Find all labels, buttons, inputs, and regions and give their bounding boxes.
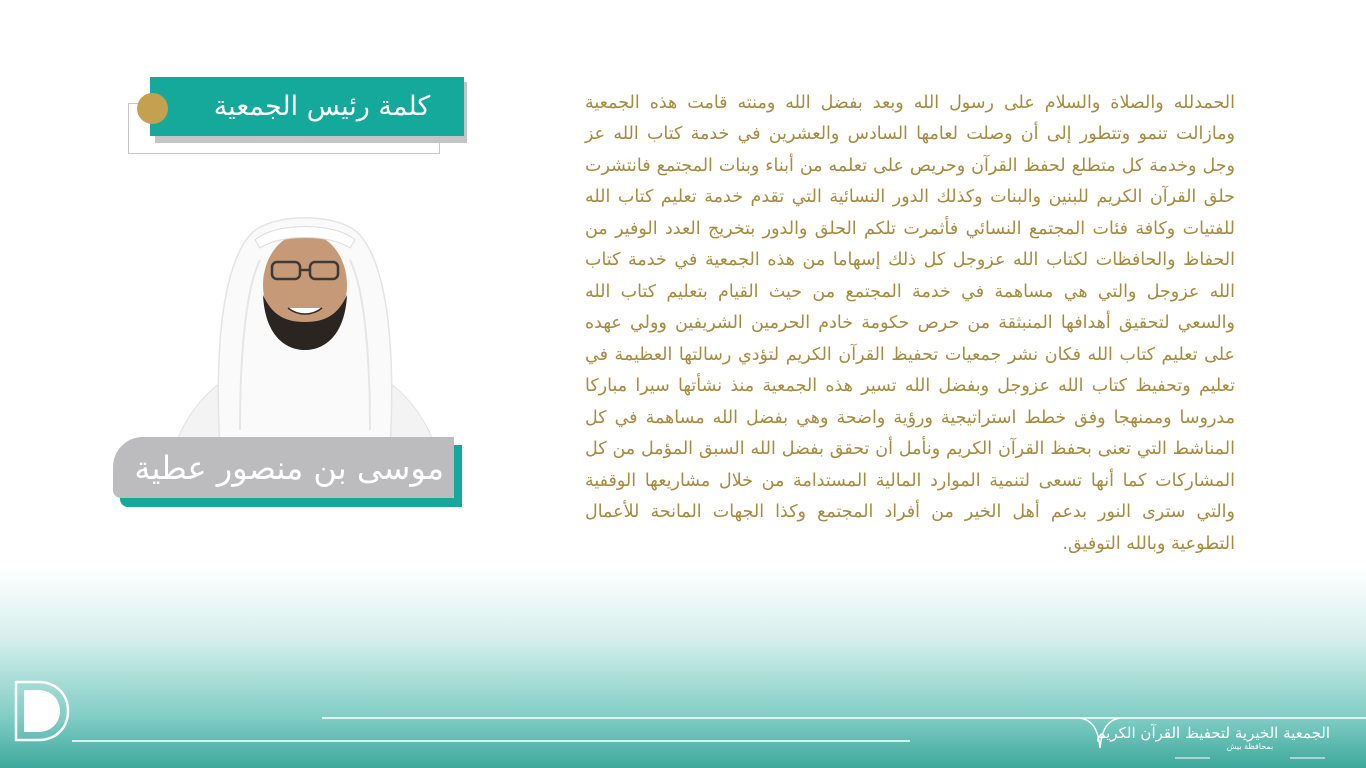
letter-d-logo-icon [16, 682, 68, 740]
organization-logo [1096, 724, 1330, 752]
organization-location: بمحافظة بيش [1226, 742, 1274, 751]
name-badge [113, 437, 454, 498]
bottom-decoration [0, 670, 1366, 768]
chairman-portrait [160, 200, 450, 460]
organization-name: الجمعية الخيرية لتحفيظ القرآن الكريم [1096, 724, 1330, 742]
section-title-badge [150, 77, 464, 136]
gold-dot-icon [137, 93, 168, 124]
chairman-speech-text: الحمدلله والصلاة والسلام على رسول الله وبعد بفضل الله ومنته قامت هذه الجمعية ومازالت تنمو وتتطور إلى أن وصلت لعامها السادس والعشرين في خدمة كتاب الله عز وجل وخدمة كل متطلع لحفظ القرآن وحريص على تعلمه من أبناء وبنات المجتمع فانتشرت حلق القرآن الكريم للبنين والبنات وكذلك الدور النسائية التي تقدم خدمة تعليم كتاب الله للفتيات وكافة فئات المجتمع النسائي فأثمرت تلكم الحلق والدور بتخريج العدد الوفير من الحفاظ والحافظات لكتاب الله عزوجل كل ذلك إسهاما من هذه الجمعية في خدمة كتاب الله عزوجل والتي هي مساهمة في خدمة المجتمع من حيث القيام بتعليم كتاب الله والسعي لتحقيق أهدافها المنبثقة من حرص حكومة خادم الحرمين الشريفين وولي عهده على تعليم كتاب الله فكان نشر جمعيات تحفيظ القرآن الكريم لتؤدي رسالتها العظيمة في تعليم وتحفيظ كتاب الله عزوجل وبفضل الله تسير هذه الجمعية منذ نشأتها سيرا مباركا مدروسا وممنهجا وفق خطط استراتيجية ورؤية واضحة وهي بفضل الله مساهمة في كل المناشط التي تعنى بحفظ القرآن الكريم ونأمل أن تحقق بفضل الله السبق المؤمل من كل المشاركات كما أنها تسعى لتنمية الموارد المالية المستدامة من خلال مشاريعها الوقفية والتي سترى النور بدعم أهل الخير من أفراد المجتمع وكذا الجهات المانحة للأعمال التطوعية وبالله التوفيق. [585, 92, 1235, 554]
section-title: كلمة رئيس الجمعية [213, 91, 431, 122]
chairman-name: موسى بن منصور عطية [134, 448, 444, 487]
